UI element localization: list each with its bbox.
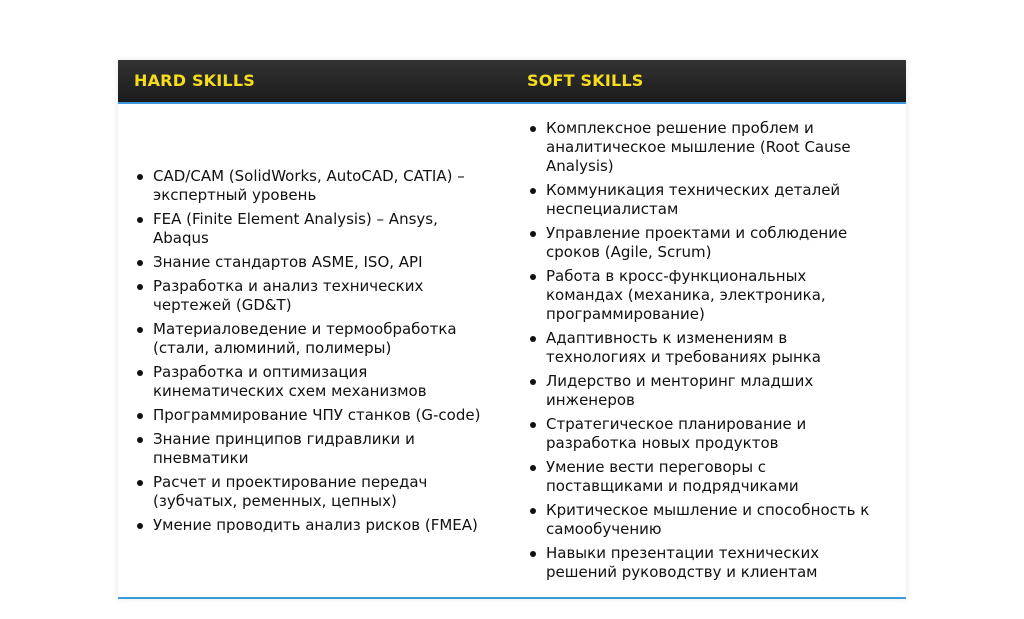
table-header <box>118 60 906 104</box>
soft-skill-item: Умение вести переговоры с поставщиками и подрядчиками <box>527 458 887 496</box>
hard-skills-list <box>134 167 494 535</box>
hard-skills-heading: HARD SKILLS <box>134 71 255 90</box>
soft-skill-item: Комплексное решение проблем и аналитическое мышление (Root Cause Analysis) <box>527 119 887 176</box>
hard-skill-item: Разработка и оптимизация кинематических схем механизмов <box>134 363 494 401</box>
hard-skill-item: Программирование ЧПУ станков (G-code) <box>134 406 494 425</box>
soft-skills-list <box>527 119 887 582</box>
soft-skill-item: Работа в кросс-функциональных командах (механика, электроника, программирование) <box>527 267 887 324</box>
soft-skill-item: Лидерство и менторинг младших инженеров <box>527 372 887 410</box>
hard-skill-item: Разработка и анализ технических чертежей (GD&T) <box>134 277 494 315</box>
soft-skill-item: Коммуникация технических деталей неспециалистам <box>527 181 887 219</box>
hard-skill-item: Расчет и проектирование передач (зубчатых, ременных, цепных) <box>134 473 494 511</box>
soft-skill-item: Управление проектами и соблюдение сроков (Agile, Scrum) <box>527 224 887 262</box>
hard-skills-column <box>134 104 494 597</box>
hard-skill-item: Материаловедение и термообработка (стали, алюминий, полимеры) <box>134 320 494 358</box>
soft-skill-item: Критическое мышление и способность к самообучению <box>527 501 887 539</box>
soft-skill-item: Навыки презентации технических решений руководству и клиентам <box>527 544 887 582</box>
hard-skill-item: CAD/CAM (SolidWorks, AutoCAD, CATIA) – экспертный уровень <box>134 167 494 205</box>
hard-skill-item: Знание стандартов ASME, ISO, API <box>134 253 494 272</box>
hard-skill-item: Умение проводить анализ рисков (FMEA) <box>134 516 494 535</box>
skills-table <box>118 60 906 599</box>
soft-skill-item: Адаптивность к изменениям в технологиях и требованиях рынка <box>527 329 887 367</box>
soft-skill-item: Стратегическое планирование и разработка новых продуктов <box>527 415 887 453</box>
soft-skills-heading: SOFT SKILLS <box>527 71 644 90</box>
soft-skills-column <box>527 104 887 597</box>
hard-skill-item: FEA (Finite Element Analysis) – Ansys, Abaqus <box>134 210 494 248</box>
hard-skill-item: Знание принципов гидравлики и пневматики <box>134 430 494 468</box>
